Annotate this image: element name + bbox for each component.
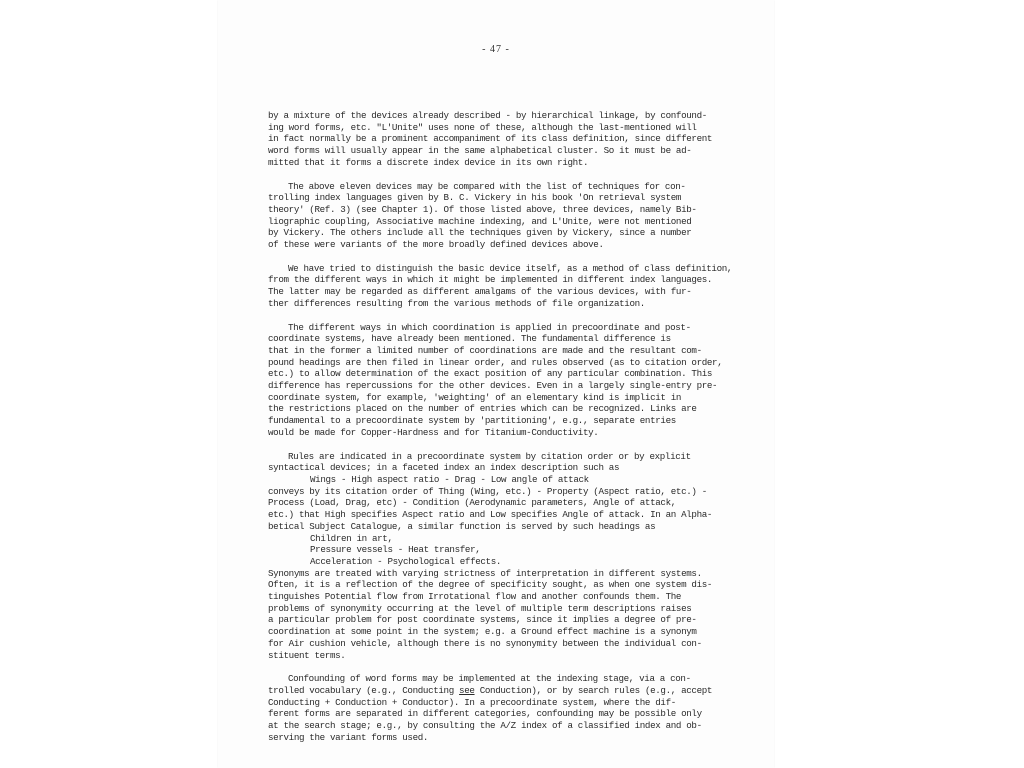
- text-line: mitted that it forms a discrete index device in its own right.: [268, 156, 589, 168]
- text-line: etc.) to allow determination of the exact position of any particular combination. This: [268, 368, 713, 380]
- text-line: the restrictions placed on the number of entries which can be recognized. Links are: [268, 403, 697, 415]
- text-line: Confounding of word forms may be implemented at the indexing stage, via a con-: [288, 673, 691, 685]
- document-body: [268, 110, 733, 755]
- text-line: [268, 684, 713, 697]
- example-heading: Acceleration - Psychological effects.: [310, 555, 502, 567]
- text-line: a particular problem for post coordinate systems, since it implies a degree of pre-: [268, 614, 697, 626]
- text-line: ferent forms are separated in different categories, confounding may be possible only: [268, 708, 702, 720]
- text-line: syntactical devices; in a faceted index an index description such as: [268, 462, 620, 474]
- text-line: word forms will usually appear in the same alphabetical cluster. So it must be ad-: [268, 145, 692, 157]
- text-line: We have tried to distinguish the basic device itself, as a method of class definition,: [288, 262, 733, 274]
- text-line: of these were variants of the more broadly defined devices above.: [268, 239, 604, 251]
- text-line: fundamental to a precoordinate system by 'partitioning', e.g., separate entries: [268, 415, 676, 427]
- text-line: liographic coupling, Associative machine indexing, and L'Unite, were not mentioned: [268, 215, 692, 227]
- text-line: in fact normally be a prominent accompaniment of its class definition, since different: [268, 133, 713, 145]
- example-heading: Children in art,: [310, 532, 393, 544]
- text-line: serving the variant forms used.: [268, 731, 429, 743]
- text-line: from the different ways in which it might be implemented in different index languages.: [268, 274, 713, 286]
- text-line: at the search stage; e.g., by consulting the A/Z index of a classified index and ob-: [268, 720, 702, 732]
- text-line: that in the former a limited number of coordinations are made and the resultant com-: [268, 344, 702, 356]
- paragraph-3: [268, 262, 733, 310]
- paragraph-2: [268, 181, 710, 251]
- text-line: problems of synonymity occurring at the level of multiple term descriptions raises: [268, 602, 692, 614]
- text-line: pound headings are then filed in linear order, and rules observed (as to citation order,: [268, 356, 723, 368]
- paragraph-1: [268, 110, 713, 169]
- document-page: [218, 0, 774, 768]
- text-line: The above eleven devices may be compared with the list of techniques for con-: [288, 180, 686, 192]
- text-line: Conducting + Conduction + Conductor). In a precoordinate system, where the dif-: [268, 696, 676, 708]
- text-line: The latter may be regarded as different amalgams of the various devices, with fur-: [268, 286, 692, 298]
- text-line: for Air cushion vehicle, although there is no synonymity between the individual con-: [268, 637, 702, 649]
- paragraph-4: [268, 321, 723, 439]
- text-line: trolling index languages given by B. C. Vickery in his book 'On retrieval system: [268, 192, 682, 204]
- text-line: betical Subject Catalogue, a similar function is served by such headings as: [268, 520, 656, 532]
- page-number: - 47 -: [482, 44, 510, 55]
- text-line: Synonyms are treated with varying strictness of interpretation in different systems.: [268, 567, 702, 579]
- paragraph-6: [268, 673, 713, 743]
- text-line: coordination at some point in the system; e.g. a Ground effect machine is a synonym: [268, 626, 697, 638]
- text-fragment: Conduction), or by search rules (e.g., accept: [474, 684, 713, 696]
- text-line: Often, it is a reflection of the degree of specificity sought, as when one system dis-: [268, 579, 713, 591]
- text-line: by Vickery. The others include all the techniques given by Vickery, since a number: [268, 227, 692, 239]
- text-line: etc.) that High specifies Aspect ratio and Low specifies Angle of attack. In an Alpha-: [268, 509, 713, 521]
- see-reference: see: [459, 684, 475, 696]
- text-line: coordinate systems, have already been mentioned. The fundamental difference is: [268, 333, 671, 345]
- example-heading: Pressure vessels - Heat transfer,: [310, 544, 481, 556]
- text-line: by a mixture of the devices already described - by hierarchical linkage, by confound-: [268, 110, 707, 121]
- text-line: stituent terms.: [268, 649, 346, 661]
- text-line: difference has repercussions for the other devices. Even in a largely single-entry pre-: [268, 380, 718, 392]
- text-line: coordinate system, for example, 'weighting' of an elementary kind is implicit in: [268, 391, 682, 403]
- text-line: Process (Load, Drag, etc) - Condition (Aerodynamic parameters, Angle of attack,: [268, 497, 676, 509]
- example-index-description: Wings - High aspect ratio - Drag - Low angle of attack: [310, 473, 589, 485]
- text-line: ing word forms, etc. "L'Unite" uses none of these, although the last-mentioned will: [268, 121, 697, 133]
- text-line: tinguishes Potential flow from Irrotational flow and another confounds them. The: [268, 591, 682, 603]
- paragraph-5: [268, 450, 713, 662]
- text-line: Rules are indicated in a precoordinate system by citation order or by explicit: [288, 450, 691, 462]
- text-fragment: trolled vocabulary (e.g., Conducting: [268, 684, 460, 696]
- text-line: conveys by its citation order of Thing (Wing, etc.) - Property (Aspect ratio, etc.) -: [268, 485, 707, 497]
- text-line: would be made for Copper-Hardness and for Titanium-Conductivity.: [268, 426, 599, 438]
- text-line: The different ways in which coordination is applied in precoordinate and post-: [288, 321, 691, 333]
- text-line: ther differences resulting from the various methods of file organization.: [268, 297, 645, 309]
- text-line: theory' (Ref. 3) (see Chapter 1). Of those listed above, three devices, namely Bib-: [268, 203, 697, 215]
